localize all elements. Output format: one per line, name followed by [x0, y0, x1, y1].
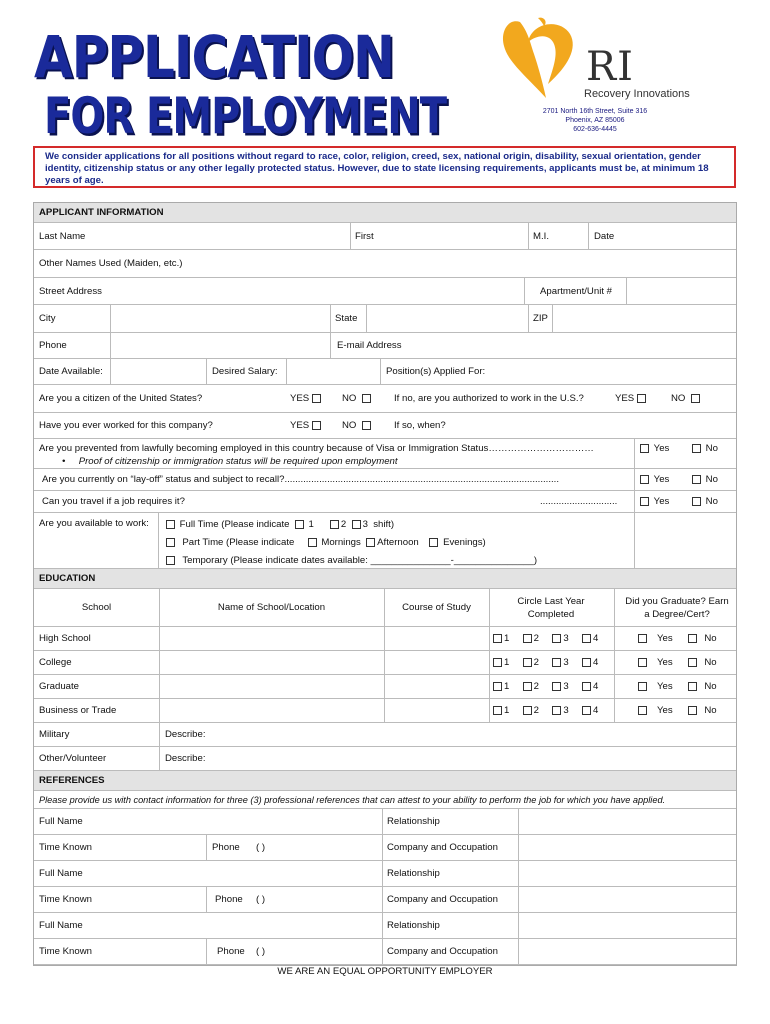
ref-phone-parens: ( ) [256, 946, 266, 957]
time-known-label: Time Known [39, 946, 92, 957]
other-volunteer-row [34, 747, 736, 771]
part-time-label: Part Time (Please indicate [182, 536, 295, 548]
education-heading-row [34, 569, 736, 589]
availability-row [34, 359, 736, 385]
year-label: 2 [533, 633, 540, 644]
year-label: 3 [563, 633, 569, 644]
relationship-label: Relationship [387, 920, 440, 931]
military-label: Military [39, 729, 70, 740]
shift-label: shift) [373, 518, 395, 530]
citizen-row [34, 385, 736, 413]
available-row [34, 513, 736, 569]
city-label: City [39, 313, 56, 324]
travel-no-checkbox[interactable] [692, 497, 701, 506]
year-label: 3 [563, 681, 569, 692]
year-1-checkbox[interactable] [493, 634, 502, 643]
reference-time-row [34, 835, 736, 861]
time-known-label: Time Known [39, 894, 92, 905]
references-heading-row [34, 771, 736, 791]
mornings-label: Mornings [321, 536, 361, 548]
authorized-yes-checkbox[interactable] [637, 394, 646, 403]
shift-2-checkbox[interactable] [330, 520, 339, 529]
graduate-no-checkbox[interactable] [688, 682, 697, 691]
first-name-label: First [355, 230, 374, 242]
full-name-label: Full Name [39, 868, 83, 879]
year-1-checkbox[interactable] [493, 658, 502, 667]
footer-eeo: WE ARE AN EQUAL OPPORTUNITY EMPLOYER [277, 966, 493, 977]
name-row [34, 223, 736, 250]
education-row [34, 675, 736, 699]
graduate-no-checkbox[interactable] [688, 658, 697, 667]
layoff-no-checkbox[interactable] [692, 475, 701, 484]
time-known-label: Time Known [39, 842, 92, 853]
visa-yes-checkbox[interactable] [640, 444, 649, 453]
year-label: 4 [593, 705, 599, 716]
available-question: Are you available to work: [39, 517, 149, 529]
applicant-heading: APPLICANT INFORMATION [39, 207, 164, 218]
reference-time-row [34, 887, 736, 913]
year-label: 2 [533, 657, 540, 668]
ref-phone-label: Phone [215, 894, 243, 905]
year-label: 4 [593, 657, 599, 668]
year-4-checkbox[interactable] [582, 682, 591, 691]
travel-yes-label: Yes [653, 496, 670, 507]
salary-label: Desired Salary: [212, 366, 278, 377]
afternoon-label: Afternoon [377, 536, 419, 548]
phone-label: Phone [39, 340, 67, 351]
title-line-1: APPLICATION [34, 24, 395, 91]
other-describe-label: Describe: [165, 753, 206, 764]
education-row [34, 627, 736, 651]
col-year: Circle Last Year Completed [517, 595, 585, 620]
travel-question: Can you travel if a job requires it? [42, 496, 185, 507]
worked-no-label: NO [342, 420, 357, 431]
education-heading: EDUCATION [39, 573, 96, 584]
col-graduate: Did you Graduate? Earn a Degree/Cert? [625, 595, 729, 620]
worked-question: Have you ever worked for this company? [39, 420, 213, 431]
graduate-yes-checkbox[interactable] [638, 634, 647, 643]
evenings-checkbox[interactable] [429, 538, 438, 547]
zip-label: ZIP [533, 313, 548, 324]
other-volunteer-label: Other/Volunteer [39, 753, 107, 764]
ref-phone-parens: ( ) [256, 894, 266, 905]
address-city: Phoenix, AZ 85006 [565, 117, 625, 124]
date-available-label: Date Available: [39, 366, 103, 377]
year-label: 2 [533, 705, 540, 716]
year-label: 1 [504, 705, 510, 716]
year-3-checkbox[interactable] [552, 634, 561, 643]
travel-dots: ............................. [540, 496, 618, 507]
year-3-checkbox[interactable] [552, 706, 561, 715]
address-phone: 602-636-4445 [573, 126, 617, 133]
last-name-label: Last Name [39, 230, 86, 242]
year-2-checkbox[interactable] [523, 634, 532, 643]
travel-yes-checkbox[interactable] [640, 497, 649, 506]
graduate-yes-label: Yes [657, 681, 673, 692]
citizen-question: Are you a citizen of the United States? [39, 393, 203, 404]
temporary-checkbox[interactable] [166, 556, 175, 565]
references-intro: Please provide us with contact information for three (3) professional references that can attest to your ability to perform the job for which you have applied. [39, 794, 666, 805]
authorized-question: If no, are you authorized to work in the U.S.? [394, 393, 584, 404]
title-line-2: FOR EMPLOYMENT [44, 88, 446, 146]
visa-question: Are you prevented from lawfully becoming employed in this country because of Visa or Immigration Status…………………………… [39, 442, 594, 454]
temporary-label: Temporary (Please indicate dates available: _______________-_______________) [182, 554, 538, 566]
ref-phone-label: Phone [217, 946, 245, 957]
layoff-no-label: No [705, 474, 718, 485]
graduate-no-label: No [704, 681, 717, 692]
school-type-label: Business or Trade [39, 705, 117, 716]
applicant-heading-row [34, 203, 736, 223]
other-names-label: Other Names Used (Maiden, etc.) [39, 258, 183, 269]
reference-name-row [34, 809, 736, 835]
position-label: Position(s) Applied For: [386, 366, 486, 377]
references-intro-row [34, 791, 736, 809]
phone-row [34, 333, 736, 359]
layoff-yes-label: Yes [653, 474, 670, 485]
citizen-yes-label: YES [290, 393, 310, 404]
year-3-checkbox[interactable] [552, 658, 561, 667]
year-2-checkbox[interactable] [523, 706, 532, 715]
year-label: 1 [504, 681, 510, 692]
year-4-checkbox[interactable] [582, 658, 591, 667]
company-occupation-label: Company and Occupation [387, 946, 498, 957]
email-label: E-mail Address [337, 340, 402, 351]
mornings-checkbox[interactable] [308, 538, 317, 547]
school-type-label: High School [39, 633, 91, 644]
authorized-yes-label: YES [615, 393, 635, 404]
graduate-no-label: No [704, 633, 717, 644]
afternoon-checkbox[interactable] [366, 538, 375, 547]
education-row [34, 651, 736, 675]
layoff-yes-checkbox[interactable] [640, 475, 649, 484]
reference-time-row [34, 939, 736, 965]
visa-no-label: No [705, 442, 718, 454]
year-1-checkbox[interactable] [493, 706, 502, 715]
evenings-label: Evenings) [443, 536, 486, 548]
date-label: Date [594, 230, 615, 242]
year-3-checkbox[interactable] [552, 682, 561, 691]
address-street: 2701 North 16th Street, Suite 316 [542, 108, 648, 115]
part-time-checkbox[interactable] [166, 538, 175, 547]
shift-3-checkbox[interactable] [352, 520, 361, 529]
other-names-row [34, 250, 736, 278]
school-type-label: Graduate [39, 681, 80, 692]
graduate-no-checkbox[interactable] [688, 706, 697, 715]
year-label: 4 [593, 681, 599, 692]
authorized-no-label: NO [671, 393, 686, 404]
graduate-yes-checkbox[interactable] [638, 658, 647, 667]
relationship-label: Relationship [387, 816, 440, 827]
year-4-checkbox[interactable] [582, 706, 591, 715]
ref-phone-parens: ( ) [256, 842, 266, 853]
year-label: 2 [533, 681, 540, 692]
relationship-label: Relationship [387, 868, 440, 879]
application-form [33, 202, 737, 966]
ref-phone-label: Phone [212, 842, 240, 853]
education-row [34, 699, 736, 723]
shift-2-label: 2 [340, 518, 347, 530]
worked-yes-checkbox[interactable] [312, 421, 321, 430]
shift-1-label: 1 [308, 518, 314, 530]
citizen-yes-checkbox[interactable] [312, 394, 321, 403]
layoff-row [34, 469, 736, 491]
when-question: If so, when? [394, 420, 446, 431]
year-label: 4 [593, 633, 599, 644]
company-occupation-label: Company and Occupation [387, 842, 498, 853]
visa-no-checkbox[interactable] [692, 444, 701, 453]
full-name-label: Full Name [39, 920, 83, 931]
col-school: School [81, 602, 112, 613]
visa-row [34, 439, 736, 469]
apt-label: Apartment/Unit # [540, 285, 612, 297]
visa-note: • Proof of citizenship or immigration status will be required upon employment [62, 455, 398, 467]
graduate-no-label: No [704, 657, 717, 668]
visa-note-text: Proof of citizenship or immigration status will be required upon employment [78, 455, 398, 467]
graduate-yes-checkbox[interactable] [638, 682, 647, 691]
year-label: 3 [563, 657, 569, 668]
col-course: Course of Study [402, 602, 471, 613]
year-label: 3 [563, 705, 569, 716]
visa-yes-label: Yes [653, 442, 670, 454]
shift-3-label: 3 [362, 518, 368, 530]
worked-row [34, 413, 736, 439]
reference-name-row [34, 913, 736, 939]
references-heading: REFERENCES [39, 775, 105, 786]
citizen-no-label: NO [342, 393, 357, 404]
state-label: State [335, 313, 358, 324]
citizen-no-checkbox[interactable] [362, 394, 371, 403]
eeo-notice: We consider applications for all positions without regard to race, color, religion, creed, sex, national origin, disability, sexual orientation, gender identity, citizenship status or any other legally protected status. However, due to state licensing requirements, applicants must be, at minimum 18 years of age. [33, 146, 736, 188]
year-4-checkbox[interactable] [582, 634, 591, 643]
travel-row [34, 491, 736, 513]
education-header-row [34, 589, 736, 627]
worked-yes-label: YES [290, 420, 310, 431]
street-label: Street Address [39, 285, 102, 297]
travel-no-label: No [705, 496, 718, 507]
mi-label: M.I. [533, 230, 549, 242]
full-time-checkbox[interactable] [166, 520, 175, 529]
layoff-question: Are you currently on “lay-off” status and subject to recall?....................................................................................................... [42, 474, 559, 485]
city-row [34, 305, 736, 333]
year-label: 1 [504, 657, 510, 668]
year-2-checkbox[interactable] [523, 658, 532, 667]
year-1-checkbox[interactable] [493, 682, 502, 691]
graduate-no-label: No [704, 705, 717, 716]
full-name-label: Full Name [39, 816, 83, 827]
shift-1-checkbox[interactable] [295, 520, 304, 529]
military-describe-label: Describe: [165, 729, 206, 740]
full-time-label: Full Time (Please indicate [179, 518, 290, 530]
worked-no-checkbox[interactable] [362, 421, 371, 430]
street-row [34, 278, 736, 305]
company-occupation-label: Company and Occupation [387, 894, 498, 905]
logo-name: Recovery Innovations [584, 88, 690, 100]
year-2-checkbox[interactable] [523, 682, 532, 691]
authorized-no-checkbox[interactable] [691, 394, 700, 403]
graduate-no-checkbox[interactable] [688, 634, 697, 643]
school-type-label: College [39, 657, 72, 668]
graduate-yes-label: Yes [657, 705, 673, 716]
col-name-location: Name of School/Location [217, 602, 326, 613]
graduate-yes-checkbox[interactable] [638, 706, 647, 715]
graduate-yes-label: Yes [657, 657, 673, 668]
reference-name-row [34, 861, 736, 887]
graduate-yes-label: Yes [657, 633, 673, 644]
military-row [34, 723, 736, 747]
logo-brand: RI [586, 44, 634, 90]
year-label: 1 [504, 633, 510, 644]
